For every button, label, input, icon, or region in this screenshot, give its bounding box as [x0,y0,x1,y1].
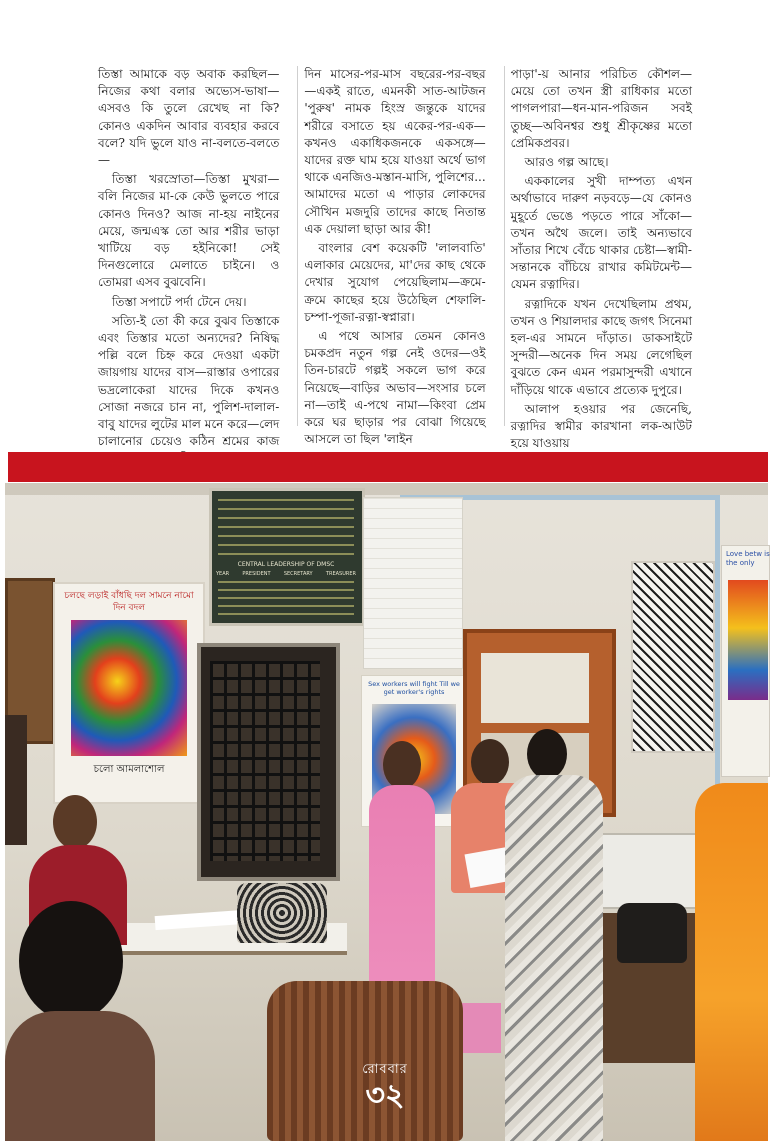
office-photo [5,483,768,1141]
board-column-treasurer: TREASURER [325,571,356,577]
paragraph: সত্যি-ই তো কী করে বুঝব তিস্তাকে এবং তিস্তার মতো অন্যদের? নিষিদ্ধ পল্লি বলে চিহ্ন করে দেওয়া একটা জায়গায় যাদের বাস—রাস্তার ওপারের ভদ্রলোকেরা যাদের দিকে কখনও সোজা নজরে চান না, পুলিশ-দালাল-বাবু যাদের লুটের মাল মনে করে—লেদ চালানোর চেয়েও কঠিন শ্রমের কাজ [98,313,280,449]
poster-text: Love betw is the only [726,550,770,567]
article-column-2 [297,66,491,447]
page-number: ৩২ [365,1078,405,1113]
paragraph: আলাপ হওয়ার পর জেনেছি, রত্নাদির স্বামীর কারখানা লক-আউট হয়ে যাওয়ায় [510,401,692,451]
paragraph: এ পথে আসার তেমন কোনও চমকপ্রদ নতুন গল্প নেই ওদের—ওই তিন-চারটে গল্পই সকলে ভাগ করে নিয়েছে—বাড়ির অভাব—সংসার চলে না—তাই এ-পথে নামা—কিংবা প্রেম করে ঘর ছাড়ার পর বোঝা গিয়েছে আসলে তা ছিল 'লাইন [304,329,486,447]
conduit-pipe [715,500,720,820]
paragraph: দিন মাসের-পর-মাস বছরের-পর-বছর—একই রাতে, এমনকী সাত-আটজন 'পুরুষ' নামক হিংস্র জন্তুকে যাদের শরীরে বসাতে হয় একের-পর-এক—কখনও একাধিকজনকে একসঙ্গে—যাদের রক্ত ঘাম হয়ে যাওয়া অর্থে ভাগ থাকে এনজিও-মস্তান-মাসি, পুলিশের... আমাদের মতো এ পাড়ার লোকদের সৌখিন মজদুরি তাদের কাছে নিতান্ত এক দেয়ালা ছাড়া আর কী! [304,67,486,236]
paragraph: আরও গল্প আছে। [524,155,609,170]
left-poster [53,582,205,804]
article-column-3 [504,66,698,451]
woman-orange-saree [695,783,768,1141]
poster-art [71,620,187,756]
right-wall-artwork [631,561,715,753]
woman-printed-saree [501,729,607,1141]
cabinet-glass [481,653,589,723]
right-poster [721,545,770,777]
article-columns [98,66,698,451]
person-head [19,901,123,1021]
board-column-year: YEAR [216,571,230,577]
paragraph: তিস্তা আমাকে বড় অবাক করছিল—নিজের কথা বলার অভ্যেস-ভাষা—এসবও কি তুলে রেখেছ না কি? কোনও একদিন আবার ব্যবহার করবে বলে? যদি ভুলে যাও না-বলতে-বলতে— [98,67,280,168]
section-name: রোববার [362,1062,408,1077]
poster-footer: চলো আমলাশোল [93,764,165,775]
poster-art [728,580,768,700]
paragraph: তিস্তা সপাটে পর্দা টেনে দেয়। [112,294,247,309]
printer [595,833,709,909]
person-head [383,741,421,789]
paragraph: বাংলার বেশ কয়েকটি 'লালবাতি' এলাকার মেয়েদের, মা'দের কাছ থেকে দেখার সুযোগ পেয়েছিলাম—ক্রমে-ক্রমে কাছের হয়ে উঠেছিল শেফালি-চম্পা-পূজা-রত্না-স্বপ্নারা। [304,241,486,324]
board-columns [216,571,356,577]
page-folio [330,1060,440,1111]
board-rows [218,581,354,617]
door-grille [210,661,320,861]
black-bag [617,903,687,963]
handbag [237,883,327,943]
person-body [5,1011,155,1141]
leadership-notice-board [209,488,365,626]
paragraph: পাড়া'-য় আনার পরিচিত কৌশল—মেয়ে তো তখন স্ত্রী রাধিকার মতো পাগলপারা—ধন-মান-পরিজন সবই তুচ্ছ—অবিনশ্বর শুধু শ্রীকৃষ্ণের মতো প্রেমিকপ্রবর। [510,67,692,150]
paragraph: তিস্তা খরস্রোতা—তিস্তা মুখরা—বলি নিজের মা-কে কেউ ভুলতে পারে কোনও দিনও? আজ না-হয় নাইনের মেয়ে, জন্মএস্ক তো আর শরীর ভাড়া খাটিয়ে বড় হইনিকো! সেই দিনগুলোরে মেলাতে চাইনে। ও তোমরা এসব বুঝবেনি। [98,172,280,290]
person-head [53,795,97,849]
board-column-president: PRESIDENT [242,571,271,577]
paragraph: রত্নাদিকে যখন দেখেছিলাম প্রথম, তখন ও শিয়ালদার কাছে জগৎ সিনেমা হল-এর সামনে দাঁড়াত। ডাকসাইটে সুন্দরী—অনেক দিন সময় লেগেছিল বুঝতে কেন এমন পরমাসুন্দরী এখানে দাঁড়িয়ে থাকে এভাবে প্রত্যেক দুপুরে। [510,296,692,397]
paragraph: এককালের সুখী দাম্পত্য এখন অর্থাভাবে দারুণ নড়বড়ে—যে কোনও মুহূর্তে ভেঙে পড়তে পারে সাঁকো—তখন অথৈ জলে। তাই অন্যভাবে সাঁতার শিখে বেঁচে থাকার চেষ্টা—স্বামী-সন্তানকে বাঁচিয়ে রাখার কমিটমেন্ট—যেমন রত্নাদির। [510,174,692,292]
board-column-secretary: SECRETARY [283,571,313,577]
poster-slogan: Sex workers will fight Till we get worker's rights [368,680,460,696]
person-head [527,729,567,779]
board-title: CENTRAL LEADERSHIP OF DMSC [237,561,335,568]
board-rows [218,499,354,557]
poster-heading: চলছে লড়াই বাঁধছি দল সামনে নামো দিন বদল [64,591,194,613]
red-divider-band [8,452,768,482]
person-body [505,775,603,1141]
ceiling-shadow [5,483,768,495]
foreground-woman [5,901,155,1141]
article-column-1 [98,66,285,449]
wall-paper-chart [363,497,463,669]
